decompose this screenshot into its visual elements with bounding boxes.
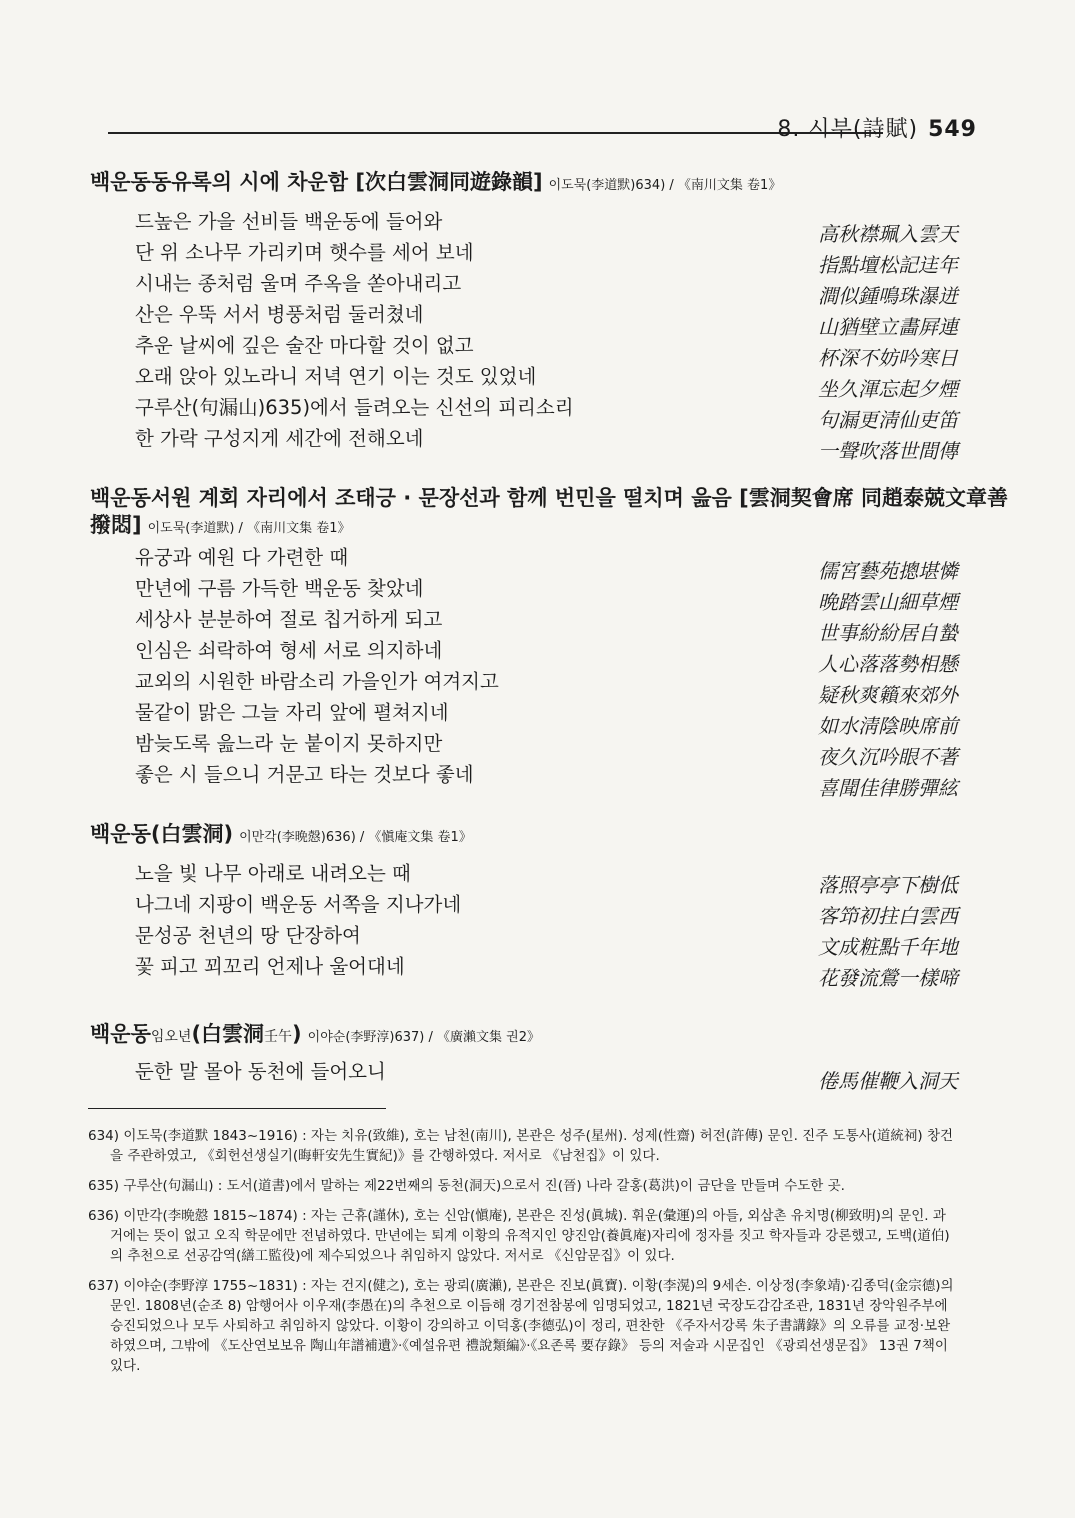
verse-line: 꽃 피고 꾀꼬리 언제나 울어대네 <box>135 955 405 978</box>
poem-title-text: 撥悶] <box>90 513 142 537</box>
verse-line: 유궁과 예원 다 가련한 때 <box>135 546 349 569</box>
verse-line: 노을 빛 나무 아래로 내려오는 때 <box>135 862 411 885</box>
verse-line: 澗似鍾鳴珠瀑迸 <box>818 284 958 308</box>
verse-line: 밤늦도록 읊느라 눈 붙이지 못하지만 <box>135 732 443 755</box>
verse-line: 一聲吹落世間傳 <box>818 439 958 463</box>
poem-title <box>90 166 781 196</box>
verse-line: 高秋襟珮入雲天 <box>818 222 958 246</box>
korean-translation <box>135 542 499 790</box>
verse-line: 산은 우뚝 서서 병풍처럼 둘러쳤네 <box>135 303 424 326</box>
verse-line: 喜聞佳律勝彈絃 <box>818 776 958 800</box>
verse-line: 客笻初拄白雲西 <box>818 904 958 928</box>
footnote: 634) 이도묵(李道默 1843~1916) : 자는 치유(致維), 호는 남천(南川), 본관은 성주(星州). 성제(性齋) 허전(許傳) 문인. 진주 도통사(道統祠) 창건을 주관하였고, 《회헌선생실기(晦軒安先生實紀)》를 간행하였다. 저서로 《남천집》이 있다. <box>88 1128 954 1164</box>
chinese-original <box>818 556 958 804</box>
verse-line: 山猶壁立畵屛連 <box>818 315 958 339</box>
poem-title <box>90 482 1008 512</box>
verse-line: 문성공 천년의 땅 단장하여 <box>135 924 361 947</box>
verse-line: 句漏更淸仙吏笛 <box>818 408 958 432</box>
verse-line: 如水淸陰映席前 <box>818 714 958 738</box>
poem-title-text: 백운동(白雲洞) <box>90 822 234 846</box>
verse-line: 오래 앉아 있노라니 저녁 연기 이는 것도 있었네 <box>135 365 537 388</box>
header-rule <box>108 132 883 134</box>
poem-title <box>90 1018 540 1048</box>
verse-line: 교외의 시원한 바람소리 가을인가 여겨지고 <box>135 670 499 693</box>
poem-title-continued <box>90 509 350 539</box>
footnote: 635) 구루산(句漏山) : 도서(道書)에서 말하는 제22번째의 동천(洞天)으로서 진(晉) 나라 갈홍(葛洪)이 금단을 만들며 수도한 곳. <box>88 1178 845 1194</box>
poem-title-hanja: (白雲洞 <box>191 1022 265 1046</box>
poem-author-source: 이야순(李野淳)637) / 《廣瀨文集 권2》 <box>307 1030 540 1045</box>
poem-author-source: 이도묵(李道默)634) / 《南川文集 卷1》 <box>548 178 782 193</box>
poem-title-text: 백운동 <box>90 1022 151 1046</box>
verse-line: 指點壇松記迬年 <box>818 253 958 277</box>
poem-title-year-hanja: 壬午 <box>264 1029 293 1045</box>
chinese-original <box>818 219 958 467</box>
chinese-original <box>818 1066 958 1097</box>
verse-line: 儒宮藝苑摠堪憐 <box>818 559 958 583</box>
poem-title-text: 백운동동유록의 시에 차운함 [次白雲洞同遊錄韻] <box>90 170 543 194</box>
verse-line: 단 위 소나무 가리키며 햇수를 세어 보네 <box>135 241 474 264</box>
verse-line: 花發流鶯一樣啼 <box>818 966 958 990</box>
poem-title <box>90 818 472 848</box>
verse-line: 세상사 분분하여 절로 칩거하게 되고 <box>135 608 443 631</box>
verse-line: 文成粧點千年地 <box>818 935 958 959</box>
verse-line: 坐久渾忘起夕煙 <box>818 377 958 401</box>
korean-translation <box>135 1056 386 1087</box>
footnote: 636) 이만각(李晩慤 1815~1874) : 자는 근휴(謹休), 호는 신암(愼庵), 본관은 진성(眞城). 휘운(彙運)의 아들, 외삼촌 유치명(柳致明)의 문인. 과거에는 뜻이 없고 오직 학문에만 전념하였다. 만년에는 퇴계 이황의 유적지인 양진암(養眞庵)자리에 정자를 짓고 학자들과 강론했고, 도백(道伯)의 추천으로 선공감역(繕工監役)에 제수되었으나 취임하지 않았다. 저서로 《신암문집》이 있다. <box>88 1208 950 1264</box>
verse-line: 드높은 가을 선비들 백운동에 들어와 <box>135 210 443 233</box>
poem-title-text: 백운동서원 계회 자리에서 조태긍 · 문장선과 함께 번민을 떨치며 읊음 [雲洞契會席 同趙泰兢文章善 <box>90 486 1009 510</box>
verse-line: 추운 날씨에 깊은 술잔 마다할 것이 없고 <box>135 334 474 357</box>
verse-line: 한 가락 구성지게 세간에 전해오네 <box>135 427 424 450</box>
running-header <box>777 112 977 143</box>
page-number: 549 <box>928 117 977 142</box>
korean-translation <box>135 206 574 454</box>
poem-title-close: ) <box>292 1022 302 1046</box>
verse-line: 杯深不妨吟寒日 <box>818 346 958 370</box>
verse-line: 나그네 지팡이 백운동 서쪽을 지나가네 <box>135 893 462 916</box>
poem-author-source: 이만각(李晩慤)636) / 《愼庵文集 卷1》 <box>239 830 472 845</box>
verse-line: 좋은 시 들으니 거문고 타는 것보다 좋네 <box>135 763 474 786</box>
section-title: 8. 시부(詩賦) <box>777 117 919 142</box>
verse-line: 구루산(句漏山)635)에서 들려오는 신선의 피리소리 <box>135 396 574 419</box>
footnote-rule <box>88 1108 386 1109</box>
verse-line: 疑秋爽籟來郊外 <box>818 683 958 707</box>
verse-line: 晩踏雲山細草煙 <box>818 590 958 614</box>
verse-line: 人心落落勢相懸 <box>818 652 958 676</box>
verse-line: 인심은 쇠락하여 형세 서로 의지하네 <box>135 639 443 662</box>
verse-line: 만년에 구름 가득한 백운동 찾았네 <box>135 577 424 600</box>
chinese-original <box>818 870 958 994</box>
poem-title-year: 임오년 <box>150 1029 192 1045</box>
verse-line: 落照亭亭下樹低 <box>818 873 958 897</box>
verse-line: 시내는 종처럼 울며 주옥을 쏟아내리고 <box>135 272 462 295</box>
footnotes <box>88 1126 956 1386</box>
verse-line: 둔한 말 몰아 동천에 들어오니 <box>135 1060 386 1083</box>
verse-line: 夜久沉吟眼不著 <box>818 745 958 769</box>
footnote: 637) 이야순(李野淳 1755~1831) : 자는 건지(健之), 호는 광뢰(廣瀨), 본관은 진보(眞寶). 이황(李滉)의 9세손. 이상정(李象靖)·김종덕(金宗德)의 문인. 1808년(순조 8) 암행어사 이우재(李愚在)의 추천으로 이듬해 경기전참봉에 임명되었고, 1821년 국장도감감조관, 1831년 장악원주부에 승진되었으나 모두 사퇴하고 취임하지 않았다. 이황이 강의하고 이덕홍(李德弘)이 정리, 편찬한 《주자서강록 朱子書講錄》의 오류를 교정·보완하였으며, 그밖에 《도산연보보유 陶山年譜補遺》·《예설유편 禮說類編》·《요존록 要存錄》 등의 저술과 시문집인 《광뢰선생문집》 13권 7책이 있다. <box>88 1278 954 1374</box>
verse-line: 물같이 맑은 그늘 자리 앞에 펼쳐지네 <box>135 701 449 724</box>
korean-translation <box>135 858 461 982</box>
verse-line: 倦馬催鞭入洞天 <box>818 1069 958 1093</box>
verse-line: 世事紛紛居自蟄 <box>818 621 958 645</box>
poem-author-source: 이도묵(李道默) / 《南川文集 卷1》 <box>147 521 351 536</box>
